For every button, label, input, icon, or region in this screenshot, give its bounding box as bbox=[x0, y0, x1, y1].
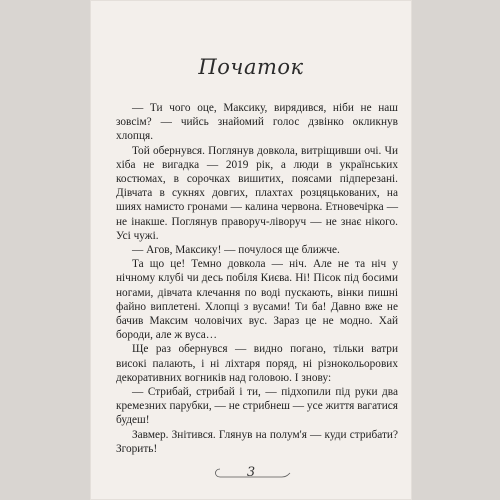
chapter-text bbox=[116, 101, 398, 456]
paragraph: Та що це! Темно довкола — ніч. Але не та ніч у нічному клубі чи десь побіля Києва. Ні! Пісок під босими ногами, дівчата клечання по воді пускають, вінки пишні файно виплетені. Хлопці з вусами! Ти ба! Давно вже не бачив Максим чоловічих вус. Зараз це не модно. Хай бороди, але ж вуса… bbox=[116, 258, 398, 342]
page-footer bbox=[90, 463, 412, 483]
paragraph: — Ти чого оце, Максику, вирядився, ніби не наш зовсім? — чийсь знайомий голос дзвінко окликнув хлопця. bbox=[116, 102, 398, 143]
book-page bbox=[90, 0, 412, 500]
paragraph: — Агов, Максику! — почулося ще ближче. bbox=[132, 244, 340, 257]
chapter-title: Початок bbox=[198, 55, 304, 79]
paragraph: — Стрибай, стрибай і ти, — підхопили під руки два кремезних парубки, — не стрибнеш — усе життя вагатися будеш! bbox=[116, 386, 398, 427]
paragraph: Той обернувся. Поглянув довкола, витріщивши очі. Чи хіба не вигадка — 2019 рік, а люди в українських костюмах, в сорочках вишитих, поясами підперезані. Дівчата в сукнях довгих, плахтах розцяцькованих, на шиях намисто гронами — калина червона. Етновечірка — не інакше. Поглянув праворуч-ліворуч — не знає нікого. Усі чужі. bbox=[116, 144, 398, 242]
paragraph: Ще раз обернувся — видно погано, тільки ватри високі палають, і ні ліхтаря поряд, ні різнокольорових декоративних вогників над головою. І знову: bbox=[116, 343, 398, 384]
page-number: 3 bbox=[246, 465, 256, 480]
paragraph: Завмер. Знітився. Глянув на полум'я — куди стрибати? Згорить! bbox=[116, 428, 398, 455]
